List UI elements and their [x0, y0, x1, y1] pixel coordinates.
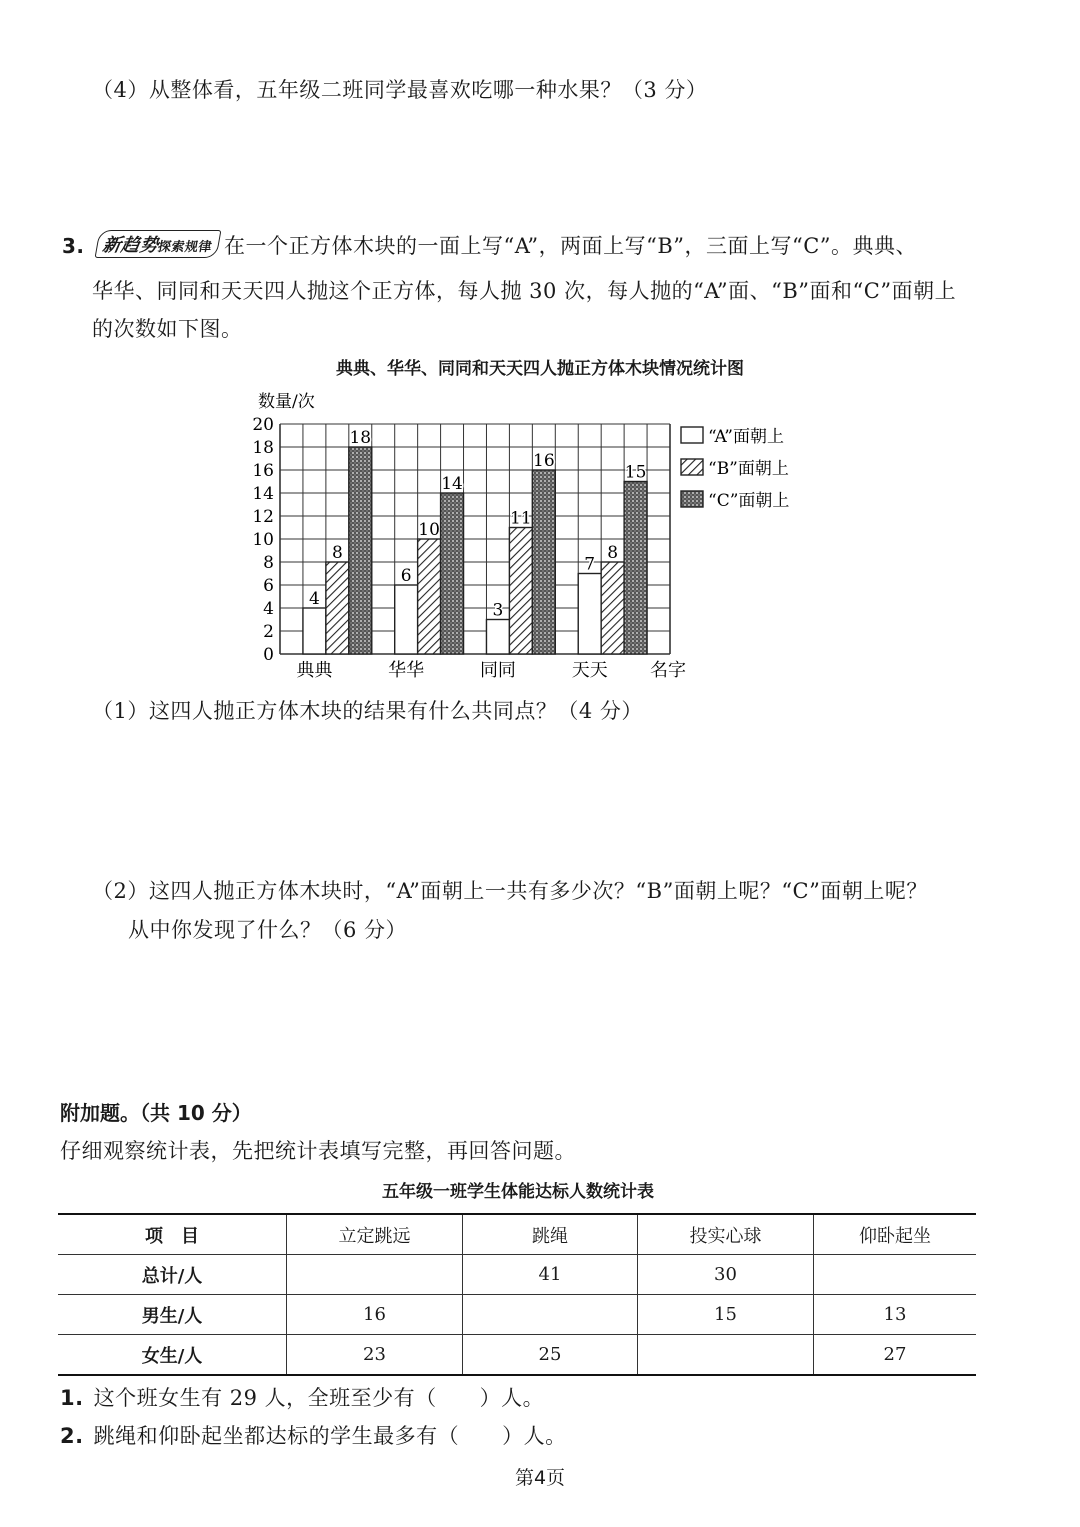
bar-hatch — [418, 539, 441, 654]
badge-sub: 探索规律 — [156, 240, 213, 255]
table-row — [58, 1335, 976, 1376]
extra-question-1 — [60, 1382, 544, 1412]
question-3-line2: 华华、同同和天天四人抛这个正方体，每人抛 30 次，每人抛的“A”面、“B”面和“C”面朝上 — [92, 279, 957, 303]
sub-question-2-line1: （2）这四人抛正方体木块时，“A”面朝上一共有多少次？“B”面朝上呢？“C”面朝上呢？ — [92, 879, 928, 903]
bar-value-label: 11 — [510, 508, 532, 529]
extra-q1-text: 这个班女生有 29 人，全班至少有（ ）人。 — [93, 1386, 545, 1410]
table-cell[interactable] — [463, 1295, 638, 1335]
y-tick-label: 2 — [263, 622, 274, 642]
table-cell: 13 — [814, 1295, 977, 1335]
row-label: 总计/人 — [141, 1265, 203, 1287]
table-cell: 41 — [463, 1255, 638, 1295]
header-rope-skipping: 跳绳 — [463, 1214, 638, 1255]
table-cell: 16 — [287, 1295, 463, 1335]
header-sit-ups: 仰卧起坐 — [814, 1214, 977, 1255]
bar-value-label: 8 — [607, 543, 619, 563]
x-tick-label: 天天 — [571, 660, 608, 681]
table-title: 五年级一班学生体能达标人数统计表 — [382, 1182, 654, 1202]
bar-value-label: 18 — [349, 428, 372, 448]
y-tick-label: 6 — [263, 576, 274, 596]
bar-hatch — [509, 528, 532, 655]
y-tick-label: 0 — [263, 645, 274, 665]
bar-blank — [578, 574, 601, 655]
x-tick-label: 典典 — [296, 660, 333, 681]
bar-value-label: 10 — [418, 520, 440, 540]
extra-q2-number: 2. — [60, 1424, 84, 1448]
chart-title: 典典、华华、同同和天天四人抛正方体木块情况统计图 — [336, 359, 744, 379]
bar-blank — [486, 620, 509, 655]
legend-label: “A”面朝上 — [708, 427, 784, 447]
y-tick-label: 12 — [252, 507, 274, 527]
page-number: 第4页 — [514, 1467, 566, 1489]
question-3-number: 3. — [62, 234, 85, 258]
legend-label: “C”面朝上 — [708, 491, 790, 511]
bar-value-label: 14 — [441, 474, 463, 494]
extra-q1-number: 1. — [60, 1386, 84, 1410]
table-cell: 27 — [814, 1335, 977, 1376]
table-cell: 30 — [638, 1255, 814, 1295]
table-row — [58, 1295, 976, 1335]
question-3-line1: 在一个正方体木块的一面上写“A”，两面上写“B”，三面上写“C”。典典、 — [224, 234, 918, 258]
extra-intro: 仔细观察统计表，先把统计表填写完整，再回答问题。 — [60, 1139, 576, 1163]
header-ball-throw: 投实心球 — [638, 1214, 814, 1255]
sub-question-2-line2: 从中你发现了什么？（6 分） — [128, 918, 408, 942]
table-cell[interactable] — [638, 1335, 814, 1376]
y-tick-label: 18 — [252, 438, 274, 458]
sub-question-1: （1）这四人抛正方体木块的结果有什么共同点？（4 分） — [92, 699, 643, 723]
legend-swatch — [681, 491, 703, 507]
x-tick-label: 华华 — [388, 660, 425, 681]
row-label: 男生/人 — [141, 1305, 203, 1327]
row-label: 女生/人 — [141, 1345, 203, 1367]
y-axis-label: 数量/次 — [258, 392, 315, 412]
header-item: 项 目 — [145, 1225, 199, 1247]
y-tick-label: 4 — [263, 599, 274, 619]
y-tick-label: 20 — [252, 415, 274, 435]
x-axis-label: 名字 — [650, 660, 686, 681]
legend-swatch — [681, 427, 703, 443]
bar-value-label: 3 — [492, 600, 504, 621]
bar-dots — [441, 493, 464, 654]
bar-value-label: 15 — [624, 462, 647, 483]
bar-value-label: 16 — [533, 451, 555, 471]
legend-label: “B”面朝上 — [708, 459, 789, 479]
table-cell: 23 — [287, 1335, 463, 1376]
bar-value-label: 4 — [308, 589, 320, 609]
badge-main: 新趋势 — [100, 235, 160, 256]
fitness-table — [58, 1213, 976, 1376]
table-cell[interactable] — [287, 1255, 463, 1295]
bar-dots — [624, 482, 647, 655]
bar-value-label: 7 — [584, 554, 596, 575]
bar-blank — [395, 585, 418, 654]
table-row — [58, 1255, 976, 1295]
y-tick-label: 16 — [252, 461, 274, 481]
table-cell: 25 — [463, 1335, 638, 1376]
table-cell: 15 — [638, 1295, 814, 1335]
bar-blank — [303, 608, 326, 654]
bar-value-label: 8 — [331, 543, 343, 563]
question-4-text: （4）从整体看，五年级二班同学最喜欢吃哪一种水果？（3 分） — [92, 78, 708, 102]
extra-title: 附加题。（共 10 分） — [60, 1101, 252, 1125]
bar-dots — [349, 447, 372, 654]
y-tick-label: 10 — [252, 530, 274, 550]
bar-chart — [0, 0, 1080, 700]
extra-question-2 — [60, 1420, 567, 1450]
header-long-jump: 立定跳远 — [287, 1214, 463, 1255]
bar-hatch — [601, 562, 624, 654]
y-tick-label: 8 — [263, 553, 274, 573]
table-cell[interactable] — [814, 1255, 977, 1295]
table-header-row — [58, 1214, 976, 1255]
question-3-line3: 的次数如下图。 — [92, 317, 243, 341]
bar-hatch — [326, 562, 349, 654]
extra-q2-text: 跳绳和仰卧起坐都达标的学生最多有（ ）人。 — [93, 1424, 567, 1448]
x-tick-label: 同同 — [479, 660, 516, 681]
y-tick-label: 14 — [252, 484, 274, 504]
legend-swatch — [681, 459, 703, 475]
bar-dots — [532, 470, 555, 654]
bar-value-label: 6 — [400, 566, 412, 586]
